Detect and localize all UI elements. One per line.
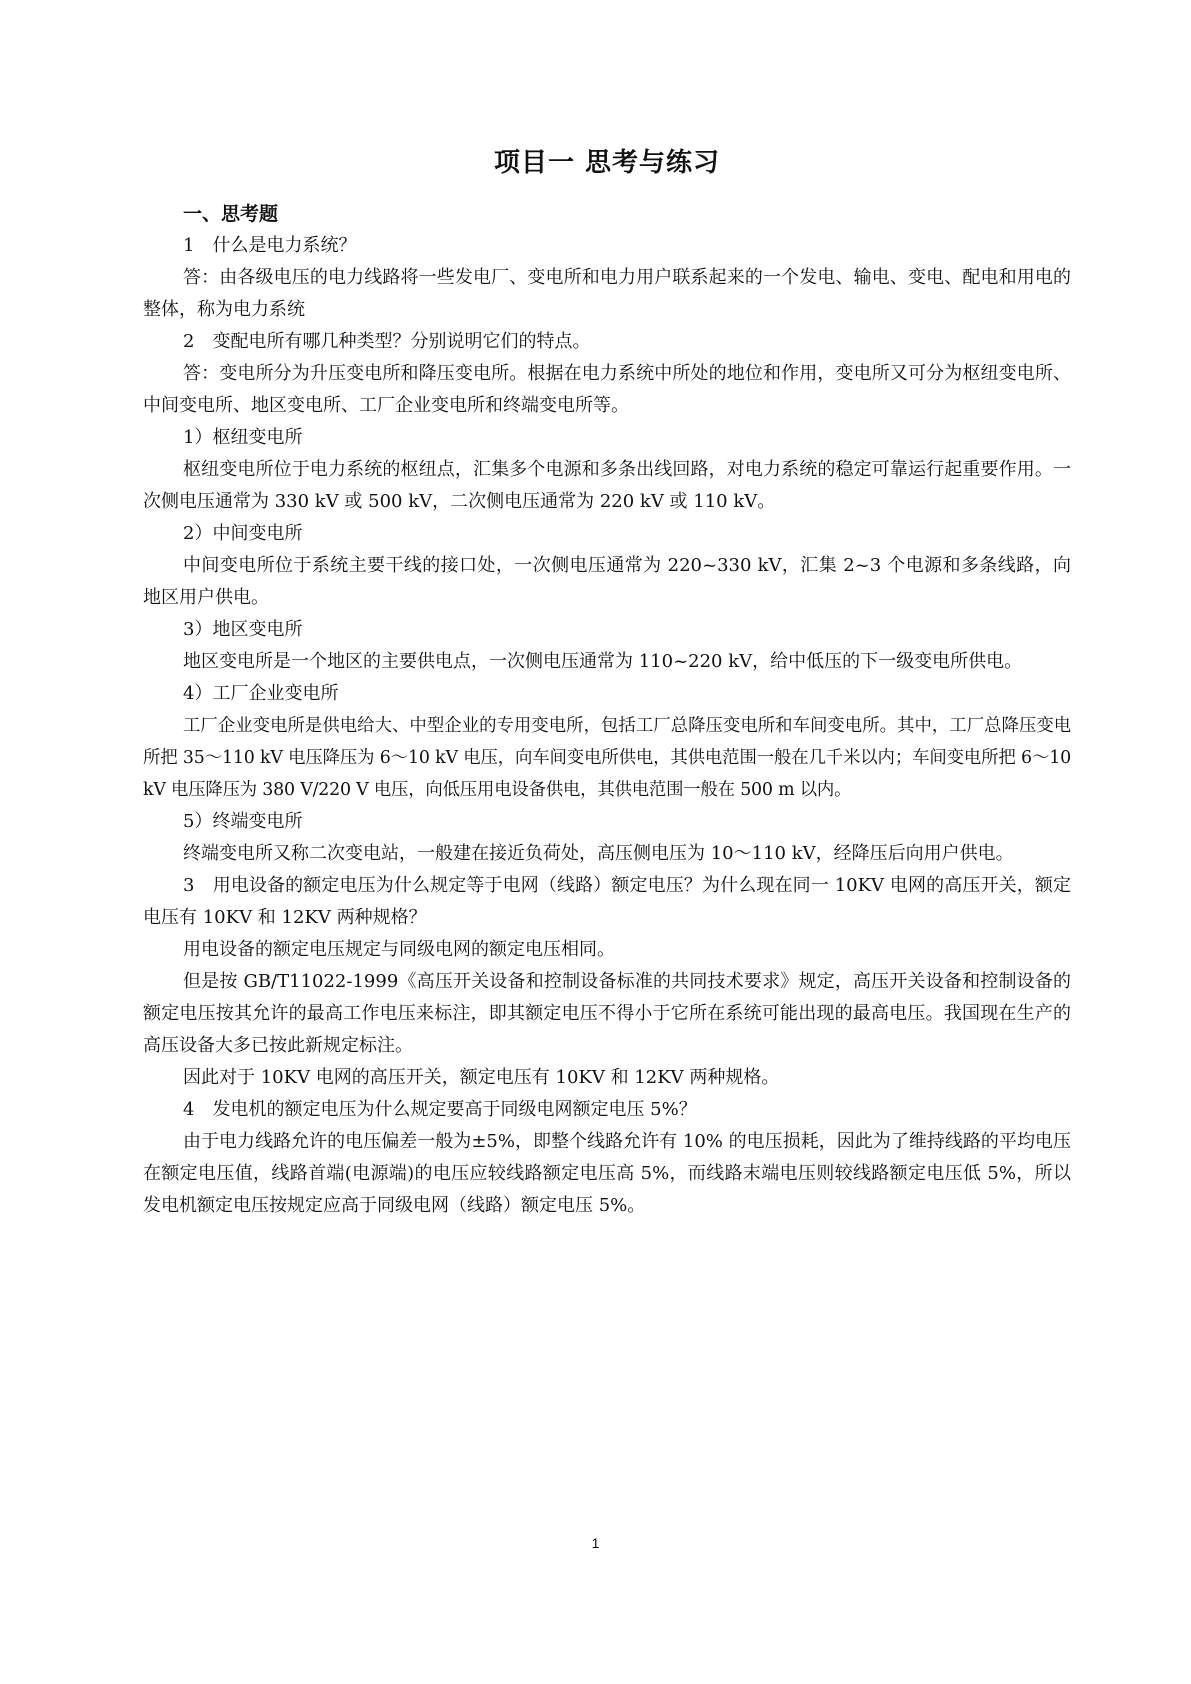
answer-3-part-2: 但是按 GB/T11022-1999《高压开关设备和控制设备标准的共同技术要求》规定，高压开关设备和控制设备的额定电压按其允许的最高工作电压来标注，即其额定电压不得小于它所在系统可能出现的最高电压。我国现在生产的高压设备大多已按此新规定标注。 (143, 971, 1071, 1056)
paragraph-regional-substation: 地区变电所是一个地区的主要供电点，一次侧电压通常为 110~220 kV，给中低压的下一级变电所供电。 (183, 651, 1023, 672)
document-title: 项目一 思考与练习 (493, 148, 721, 178)
paragraph-intermediate-substation: 中间变电所位于系统主要干线的接口处，一次侧电压通常为 220~330 kV，汇集 2~3 个电源和多条线路，向地区用户供电。 (143, 555, 1071, 608)
paragraph-hub-substation: 枢纽变电所位于电力系统的枢纽点，汇集多个电源和多条出线回路，对电力系统的稳定可靠运行起重要作用。一次侧电压通常为 330 kV 或 500 kV，二次侧电压通常为 220 kV 或 110 kV。 (143, 459, 1071, 512)
question-4: 4 发电机的额定电压为什么规定要高于同级电网额定电压 5%？ (183, 1099, 697, 1120)
question-3: 3 用电设备的额定电压为什么规定等于电网（线路）额定电压？为什么现在同一 10KV 电网的高压开关，额定电压有 10KV 和 12KV 两种规格？ (143, 875, 1071, 928)
subheading-regional-substation: 3）地区变电所 (183, 619, 303, 640)
answer-3-part-1: 用电设备的额定电压规定与同级电网的额定电压相同。 (183, 939, 615, 960)
subheading-terminal-substation: 5）终端变电所 (183, 811, 303, 832)
subheading-intermediate-substation: 2）中间变电所 (183, 523, 303, 544)
answer-4: 由于电力线路允许的电压偏差一般为±5%，即整个线路允许有 10% 的电压损耗，因此为了维持线路的平均电压在额定电压值，线路首端(电源端)的电压应较线路额定电压高 5%，而线路末端电压则较线路额定电压低 5%，所以发电机额定电压按规定应高于同级电网（线路）额定电压 5%。 (143, 1131, 1071, 1216)
answer-2-intro: 答：变电所分为升压变电所和降压变电所。根据在电力系统中所处的地位和作用，变电所又可分为枢纽变电所、中间变电所、地区变电所、工厂企业变电所和终端变电所等。 (143, 363, 1071, 416)
document-page (143, 138, 1071, 1222)
section-heading: 一、思考题 (183, 203, 279, 225)
page-number: 1 (591, 1535, 600, 1551)
paragraph-factory-substation: 工厂企业变电所是供电给大、中型企业的专用变电所，包括工厂总降压变电所和车间变电所。其中，工厂总降压变电所把 35～110 kV 电压降压为 6～10 kV 电压，向车间变电所供电，其供电范围一般在几千米以内；车间变电所把 6～10 kV 电压降压为 380 V/220 V 电压，向低压用电设备供电，其供电范围一般在 500 m 以内。 (143, 716, 1071, 800)
paragraph-terminal-substation: 终端变电所又称二次变电站，一般建在接近负荷处，高压侧电压为 10～110 kV，经降压后向用户供电。 (183, 843, 1014, 864)
subheading-factory-substation: 4）工厂企业变电所 (183, 683, 339, 704)
subheading-hub-substation: 1）枢纽变电所 (183, 427, 303, 448)
answer-3-part-3: 因此对于 10KV 电网的高压开关，额定电压有 10KV 和 12KV 两种规格。 (183, 1067, 780, 1088)
answer-1: 答：由各级电压的电力线路将一些发电厂、变电所和电力用户联系起来的一个发电、输电、变电、配电和用电的整体，称为电力系统 (143, 267, 1071, 320)
question-2: 2 变配电所有哪几种类型？分别说明它们的特点。 (183, 331, 591, 352)
question-1: 1 什么是电力系统？ (183, 235, 357, 256)
